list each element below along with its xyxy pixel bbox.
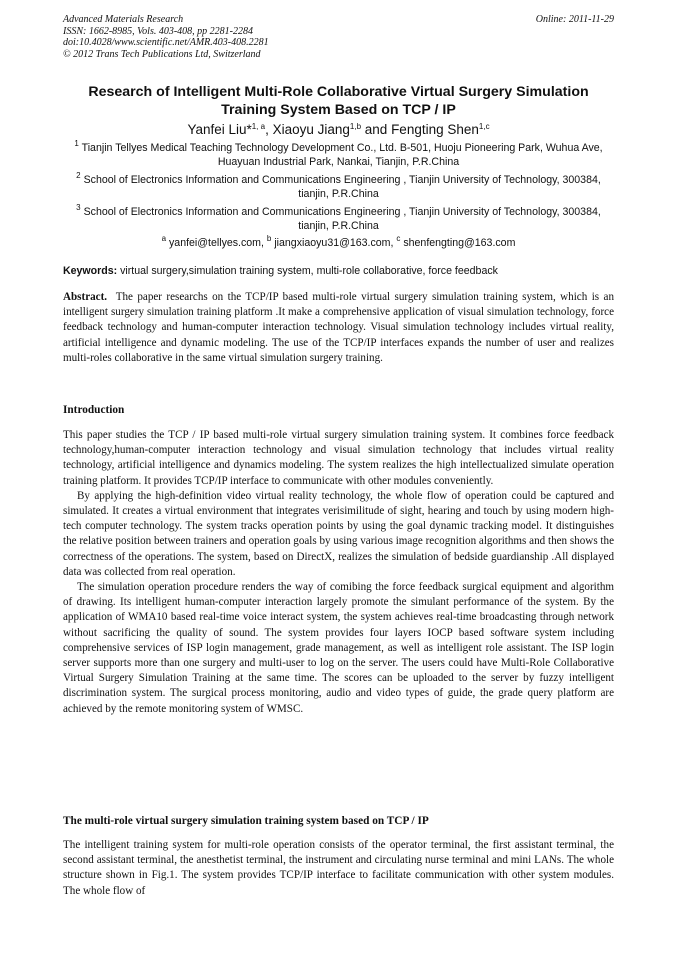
email-address: shenfengting@163.com <box>403 237 516 249</box>
system-section-body <box>63 838 614 899</box>
author-list <box>63 121 614 138</box>
abstract-text: The paper researchs on the TCP/IP based multi-role virtual surgery simulation training system, which is an intelligent surgery simulation training platform .It make a comprehensive application of visual simulation technology, force feedback technology and human-computer interaction technology. Visual simulation technology includes virtual reality, artificial intelligence and dynamic modeling. The use of the TCP/IP interfaces expands the number of user and realizes multi-roles collaborative in the same virtual simulation surgery training. <box>63 291 614 364</box>
paragraph: The intelligent training system for multi-role operation consists of the operator terminal, the first assistant terminal, the second assistant terminal, the anesthetist terminal, the instrument and circulating nurse terminal and mini LANs. The whole structure shown in Fig.1. The system provides TCP/IP interface to facilitate communication with other system modules. The whole flow of <box>63 839 614 897</box>
email-sup: a <box>161 234 167 243</box>
paper-title: Research of Intelligent Multi-Role Collaborative Virtual Surgery Simulation Training System Based on TCP / IP <box>88 84 589 118</box>
issn-line: ISSN: 1662-8985, Vols. 403-408, pp 2281-2284 <box>63 25 253 37</box>
abstract-label: Abstract. <box>63 291 108 303</box>
keywords <box>63 264 614 278</box>
introduction-body <box>63 428 614 717</box>
email-address: jiangxiaoyu31@163.com <box>274 237 391 249</box>
email-address: yanfei@tellyes.com <box>169 237 262 249</box>
section-heading-system: The multi-role virtual surgery simulation training system based on TCP / IP <box>63 815 429 827</box>
author-separator: , <box>265 122 273 137</box>
author-separator: and <box>361 122 392 137</box>
journal-name: Advanced Materials Research <box>63 14 184 25</box>
abstract <box>63 290 614 366</box>
affiliation-text: Tianjin Tellyes Medical Teaching Technology Development Co., Ltd. B-501, Huoju Pioneering Park, Wuhua Ave, Huayuan Industrial Park, Nankai, Tianjin, P.R.China <box>81 142 603 168</box>
paragraph: The simulation operation procedure renders the way of comibing the force feedback surgical equipment and algorithm of drawing. Its intelligent human-computer interaction largely promote the simulant performance of the system. By the application of WMA10 based real-time voice interact system, the system achieves real-time broadcasting through network without sacrificing the quality of sound. The system provides four layers IOCP based software system including comprehensive services of ISP login management, grade management, as well as intelligent role assistant. The ISP login server supports more than one surgery and multi-user to log on the server. The users could have Multi-Role Collaborative Virtual Surgery Simulation Training at the same time. The scores can be uploaded to the server by fuzzy intelligent discrimination system. The surgical process monitoring, audio and video types of guide, the grade query platform are achieved by the remote monitoring system of WMSC. <box>63 581 614 715</box>
online-date: Online: 2011-11-29 <box>535 14 614 25</box>
author-sup: 1,c <box>478 122 490 131</box>
author-name: Yanfei Liu* <box>187 122 252 137</box>
paragraph: This paper studies the TCP / IP based multi-role virtual surgery simulation training system. It combines force feedback technology,human-computer interaction technology and visual simulation technology that includes virtual reality technology, artificial intelligence and dynamics modeling. The system realizes the high intellectualized simulate operation training platform. It provides TCP/IP interface to communicate with other modules conveniently. <box>63 429 614 487</box>
author-name: Fengting Shen <box>391 122 479 137</box>
journal-header <box>63 14 614 60</box>
author-sup: 1, a <box>251 122 266 131</box>
email-sup: b <box>266 234 272 243</box>
email-sup: c <box>396 234 401 243</box>
author-name: Xiaoyu Jiang <box>272 122 350 137</box>
affiliation <box>63 141 614 169</box>
affiliation-number: 3 <box>76 203 81 212</box>
section-heading-introduction: Introduction <box>63 404 125 416</box>
doi-line: doi:10.4028/www.scientific.net/AMR.403-408.2281 <box>63 37 269 48</box>
paragraph: By applying the high-definition video virtual reality technology, the whole flow of operation could be captured and simulated. It creates a virtual environment that integrates verisimilitude of sight, hearing and touch by using modern high-tech computer technology. The system tracks operation points by using the goal dynamic tracking model. It distinguishes the relative position between trainers and operation goals by using various image recognition algorithms and then shows the correctness of the operations. The system, based on DirectX, realizes the simulation of bedside guardianship .All displayed data was collected from real operation. <box>63 489 614 578</box>
affiliation <box>63 205 614 233</box>
email-list: $^a$ yanfei@tellyes.com, $^b$ jiangxiaoyu31@163.com, $^c$ shenfengting@163.com <box>161 234 516 249</box>
affiliation-number: 1 <box>74 139 79 148</box>
affiliation-text: School of Electronics Information and Communications Engineering , Tianjin University of Technology, 300384, tianjin, P.R.China <box>83 174 601 200</box>
affiliation-number: 2 <box>76 171 81 180</box>
author-sup: 1,b <box>349 122 362 131</box>
affiliation-text: School of Electronics Information and Communications Engineering , Tianjin University of Technology, 300384, tianjin, P.R.China <box>83 206 601 232</box>
affiliation <box>63 173 614 201</box>
copyright-line: © 2012 Trans Tech Publications Ltd, Switzerland <box>63 48 261 60</box>
keywords-text: virtual surgery,simulation training system, multi-role collaborative, force feedback <box>120 265 498 277</box>
keywords-label: Keywords: <box>63 265 118 277</box>
